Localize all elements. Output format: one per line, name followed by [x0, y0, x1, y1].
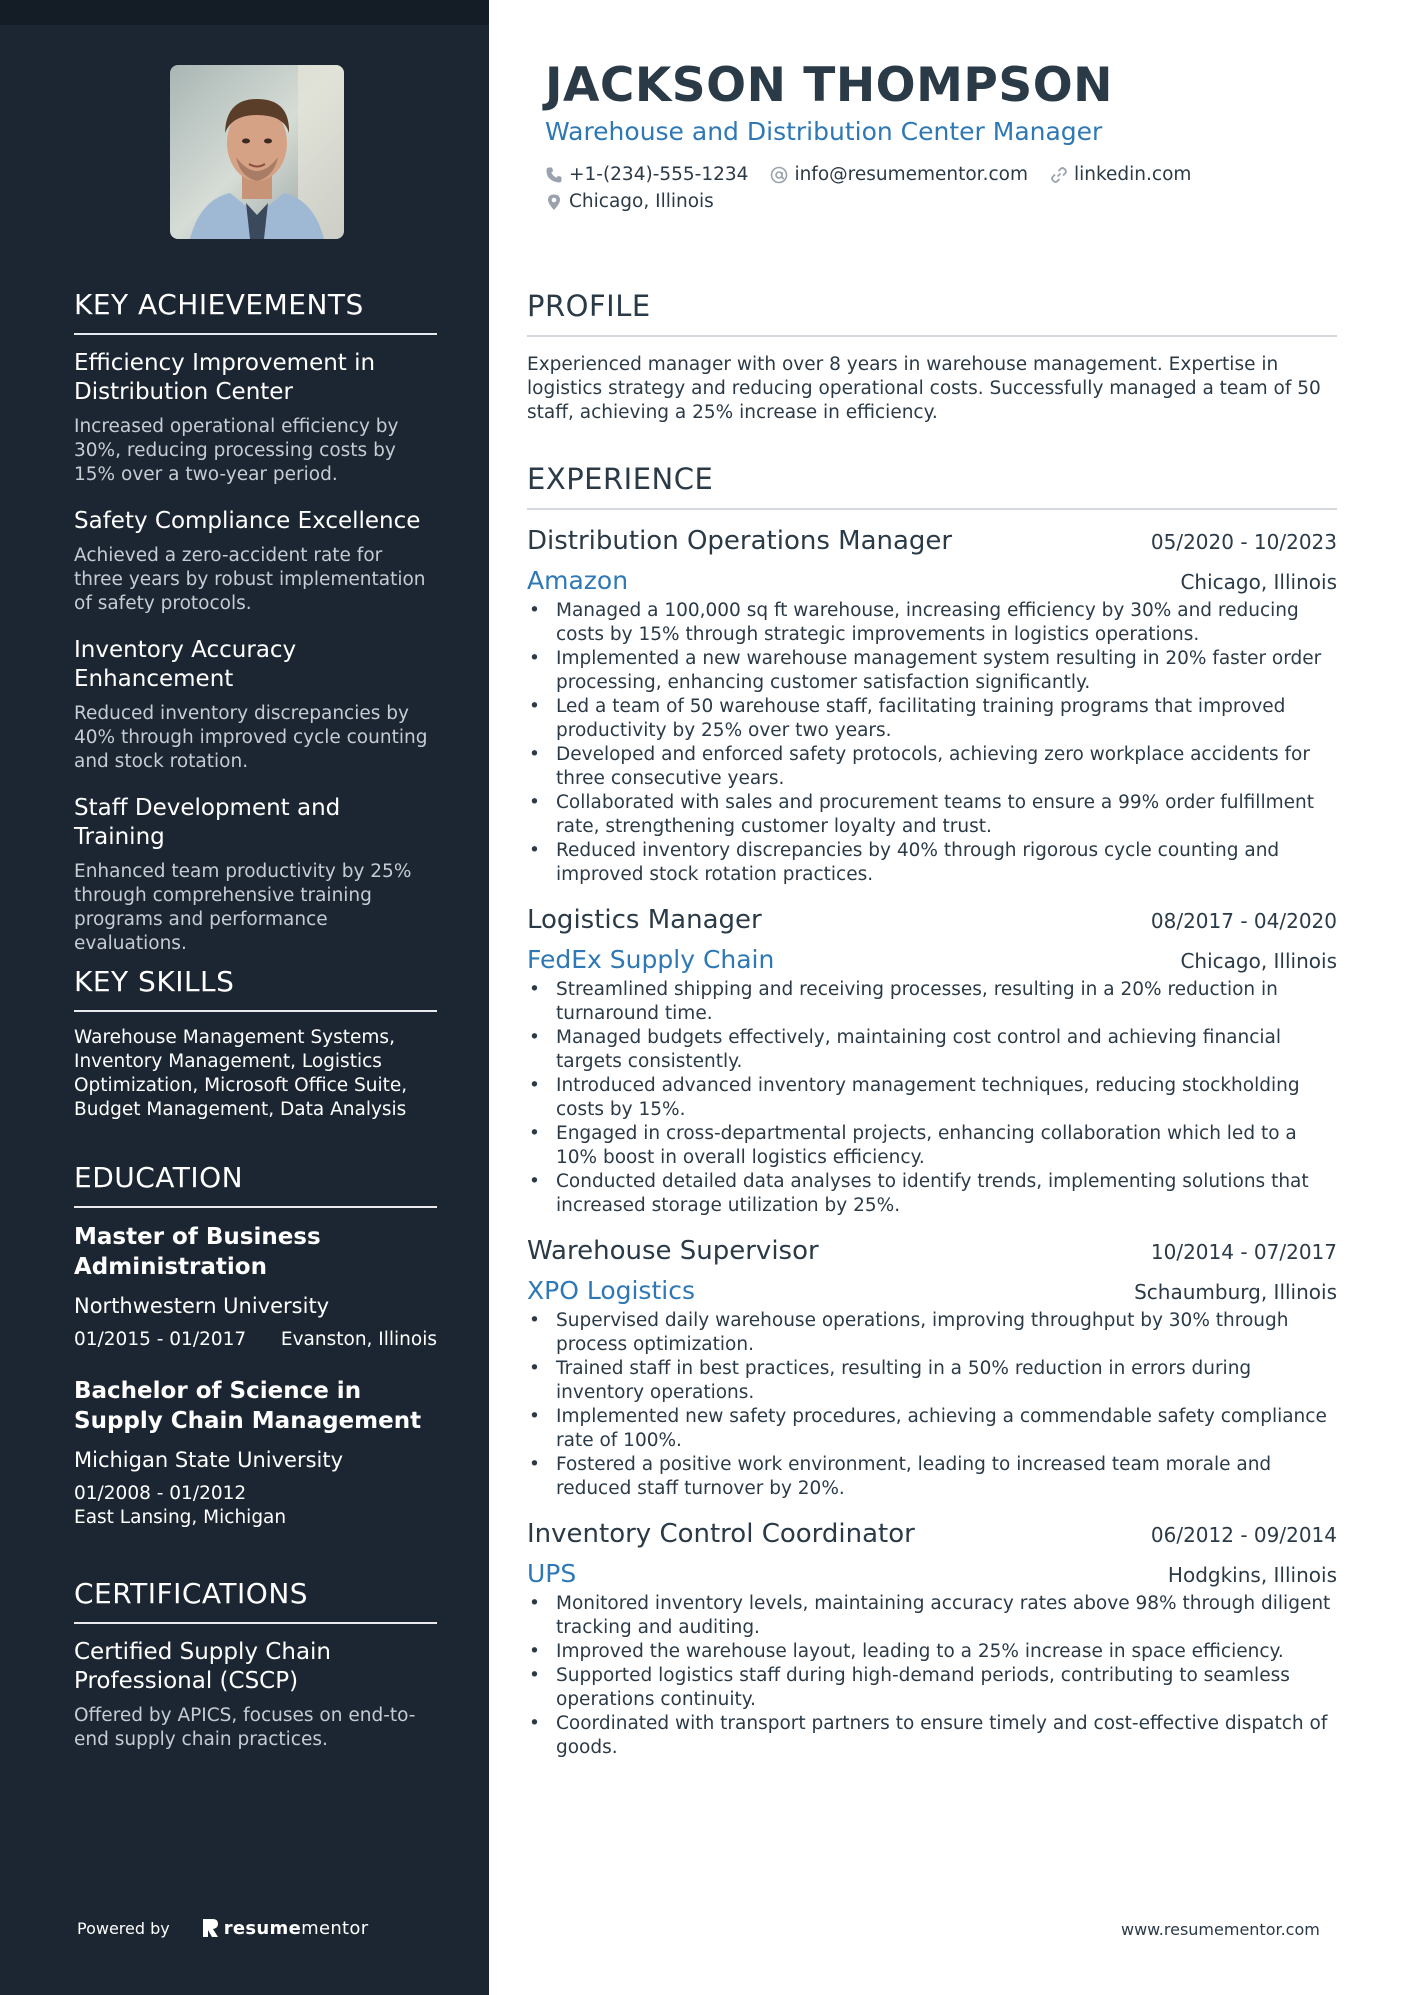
job-bullet: • Fostered a positive work environment, leading to increased team morale and reduced staff turnover by 20%.	[527, 1453, 1337, 1501]
achievement-title: Safety Compliance Excellence	[74, 508, 421, 534]
job-role: Distribution Operations Manager	[527, 526, 953, 556]
job-bullet: • Implemented new safety procedures, achieving a commendable safety compliance rate of 100%.	[527, 1405, 1337, 1453]
powered-by-footer	[77, 1917, 368, 1939]
achievement-title: Efficiency Improvement in Distribution Center	[74, 350, 376, 405]
phone-number: +1-(234)-555-1234	[569, 164, 749, 185]
candidate-name: JACKSON THOMPSON	[545, 58, 1113, 113]
job-bullet: • Trained staff in best practices, resulting in a 50% reduction in errors during inventory operations.	[527, 1357, 1337, 1405]
candidate-title: Warehouse and Distribution Center Manager	[545, 117, 1103, 146]
education-degree: Bachelor of Science in Supply Chain Management	[74, 1378, 422, 1434]
job-bullet: • Implemented a new warehouse management system resulting in 20% faster order processing, enhancing customer satisfaction significantly.	[527, 647, 1337, 695]
contact-linkedin[interactable]	[1050, 164, 1191, 185]
certifications-section	[74, 1577, 437, 1772]
at-sign-icon	[770, 166, 788, 184]
achievement-item	[74, 636, 437, 774]
education-heading: EDUCATION	[74, 1161, 437, 1208]
job-company: XPO Logistics	[527, 1276, 695, 1305]
job-bullet: • Led a team of 50 warehouse staff, facilitating training programs that improved productivity by 25% over two years.	[527, 695, 1337, 743]
job-bullet: • Collaborated with sales and procurement teams to ensure a 99% order fulfillment rate, strengthening customer loyalty and trust.	[527, 791, 1337, 839]
key-achievements-heading: KEY ACHIEVEMENTS	[74, 288, 437, 335]
contact-location	[545, 191, 714, 212]
sidebar-top-bar	[0, 0, 489, 25]
achievement-description: Increased operational efficiency by 30%, reducing processing costs by 15% over a two-year period.	[74, 416, 399, 485]
achievement-item	[74, 349, 437, 487]
job-bullet: • Reduced inventory discrepancies by 40% through rigorous cycle counting and improved stock rotation practices.	[527, 839, 1337, 887]
phone-icon	[545, 166, 563, 184]
linkedin-link: linkedin.com	[1073, 164, 1192, 185]
location-text: Chicago, Illinois	[569, 191, 714, 212]
job-entry	[527, 1519, 1337, 1760]
key-achievements-section	[74, 288, 437, 976]
job-bullet: • Supported logistics staff during high-demand periods, contributing to seamless operations continuity.	[527, 1664, 1337, 1712]
education-degree: Master of Business Administration	[74, 1224, 321, 1280]
job-bullet: • Monitored inventory levels, maintaining accuracy rates above 98% through diligent tracking and auditing.	[527, 1592, 1337, 1640]
job-entry	[527, 905, 1337, 1218]
education-school: Northwestern University	[74, 1294, 330, 1318]
brand-name-bold: resume	[223, 1917, 302, 1939]
contact-phone[interactable]	[545, 164, 748, 185]
resumementor-logo[interactable]	[200, 1917, 369, 1939]
education-section	[74, 1161, 437, 1554]
job-dates: 10/2014 - 07/2017	[1150, 1240, 1337, 1264]
achievement-item	[74, 507, 437, 616]
resumementor-logo-icon	[200, 1917, 220, 1939]
job-location: Hodgkins, Illinois	[1167, 1563, 1337, 1587]
job-role: Inventory Control Coordinator	[527, 1519, 915, 1549]
education-item	[74, 1376, 437, 1530]
achievement-description: Enhanced team productivity by 25% through comprehensive training programs and performance evaluations.	[74, 861, 412, 954]
key-skills-heading: KEY SKILLS	[74, 965, 437, 1012]
job-bullet: • Supervised daily warehouse operations, improving throughput by 30% through process optimization.	[527, 1309, 1337, 1357]
experience-section	[527, 462, 1337, 1778]
achievement-title: Staff Development and Training	[74, 795, 341, 850]
certifications-heading: CERTIFICATIONS	[74, 1577, 437, 1624]
brand-name-light: mentor	[301, 1917, 369, 1939]
profile-summary: Experienced manager with over 8 years in warehouse management. Expertise in logistics strategy and reducing operational costs. Successfully managed a team of 50 staff, achieving a 25% increase in efficiency.	[527, 354, 1321, 423]
job-company: FedEx Supply Chain	[527, 945, 775, 974]
experience-heading: EXPERIENCE	[527, 462, 1337, 510]
education-school: Michigan State University	[74, 1448, 344, 1472]
location-pin-icon	[545, 193, 563, 211]
education-location: East Lansing, Michigan	[74, 1507, 287, 1528]
job-bullet: • Coordinated with transport partners to ensure timely and cost-effective dispatch of goods.	[527, 1712, 1337, 1760]
education-dates: 01/2015 - 01/2017	[74, 1329, 247, 1350]
job-bullets	[527, 599, 1337, 887]
job-role: Warehouse Supervisor	[527, 1236, 819, 1266]
email-address: info@resumementor.com	[794, 164, 1028, 185]
powered-by-label: Powered by	[77, 1918, 170, 1938]
skills-list: Warehouse Management Systems, Inventory Management, Logistics Optimization, Microsoft Office Suite, Budget Management, Data Analysis	[74, 1027, 408, 1120]
profile-photo	[170, 65, 344, 239]
job-bullets	[527, 1309, 1337, 1501]
certification-description: Offered by APICS, focuses on end-to-end supply chain practices.	[74, 1705, 416, 1750]
key-skills-section	[74, 965, 437, 1122]
achievement-title: Inventory Accuracy Enhancement	[74, 637, 297, 692]
job-entry	[527, 1236, 1337, 1501]
job-bullets	[527, 978, 1337, 1218]
job-entry	[527, 526, 1337, 887]
job-company: Amazon	[527, 566, 629, 595]
job-bullet: • Conducted detailed data analyses to identify trends, implementing solutions that increased storage utilization by 25%.	[527, 1170, 1337, 1218]
education-item	[74, 1222, 437, 1352]
job-bullet: • Developed and enforced safety protocols, achieving zero workplace accidents for three consecutive years.	[527, 743, 1337, 791]
job-dates: 05/2020 - 10/2023	[1150, 530, 1337, 554]
education-location: Evanston, Illinois	[280, 1329, 437, 1350]
job-dates: 08/2017 - 04/2020	[1150, 909, 1337, 933]
job-bullet: • Introduced advanced inventory management techniques, reducing stockholding costs by 15%.	[527, 1074, 1337, 1122]
job-bullet: • Streamlined shipping and receiving processes, resulting in a 20% reduction in turnaround time.	[527, 978, 1337, 1026]
job-bullet: • Managed a 100,000 sq ft warehouse, increasing efficiency by 30% and reducing costs by 15% through strategic improvements in logistics operations.	[527, 599, 1337, 647]
link-icon	[1050, 166, 1068, 184]
job-location: Chicago, Illinois	[1180, 949, 1337, 973]
job-bullet: • Improved the warehouse layout, leading to a 25% increase in space efficiency.	[527, 1640, 1337, 1664]
job-bullet: • Engaged in cross-departmental projects, enhancing collaboration which led to a 10% boost in overall logistics efficiency.	[527, 1122, 1337, 1170]
job-role: Logistics Manager	[527, 905, 762, 935]
job-company: UPS	[527, 1559, 577, 1588]
contact-row	[545, 164, 1213, 185]
location-row	[545, 191, 736, 212]
education-dates: 01/2008 - 01/2012	[74, 1483, 247, 1504]
job-bullets	[527, 1592, 1337, 1760]
job-location: Schaumburg, Illinois	[1134, 1280, 1337, 1304]
achievement-item	[74, 794, 437, 956]
job-dates: 06/2012 - 09/2014	[1150, 1523, 1337, 1547]
certification-title: Certified Supply Chain Professional (CSCP)	[74, 1639, 332, 1694]
profile-heading: PROFILE	[527, 289, 1337, 337]
website-link[interactable]: www.resumementor.com	[1121, 1920, 1320, 1939]
certification-item	[74, 1638, 437, 1752]
profile-section	[527, 289, 1337, 425]
job-bullet: • Managed budgets effectively, maintaining cost control and achieving financial targets consistently.	[527, 1026, 1337, 1074]
contact-email[interactable]	[770, 164, 1028, 185]
achievement-description: Reduced inventory discrepancies by 40% through improved cycle counting and stock rotation.	[74, 703, 428, 772]
achievement-description: Achieved a zero-accident rate for three years by robust implementation of safety protocols.	[74, 545, 426, 614]
sidebar	[0, 0, 489, 1995]
job-location: Chicago, Illinois	[1180, 570, 1337, 594]
